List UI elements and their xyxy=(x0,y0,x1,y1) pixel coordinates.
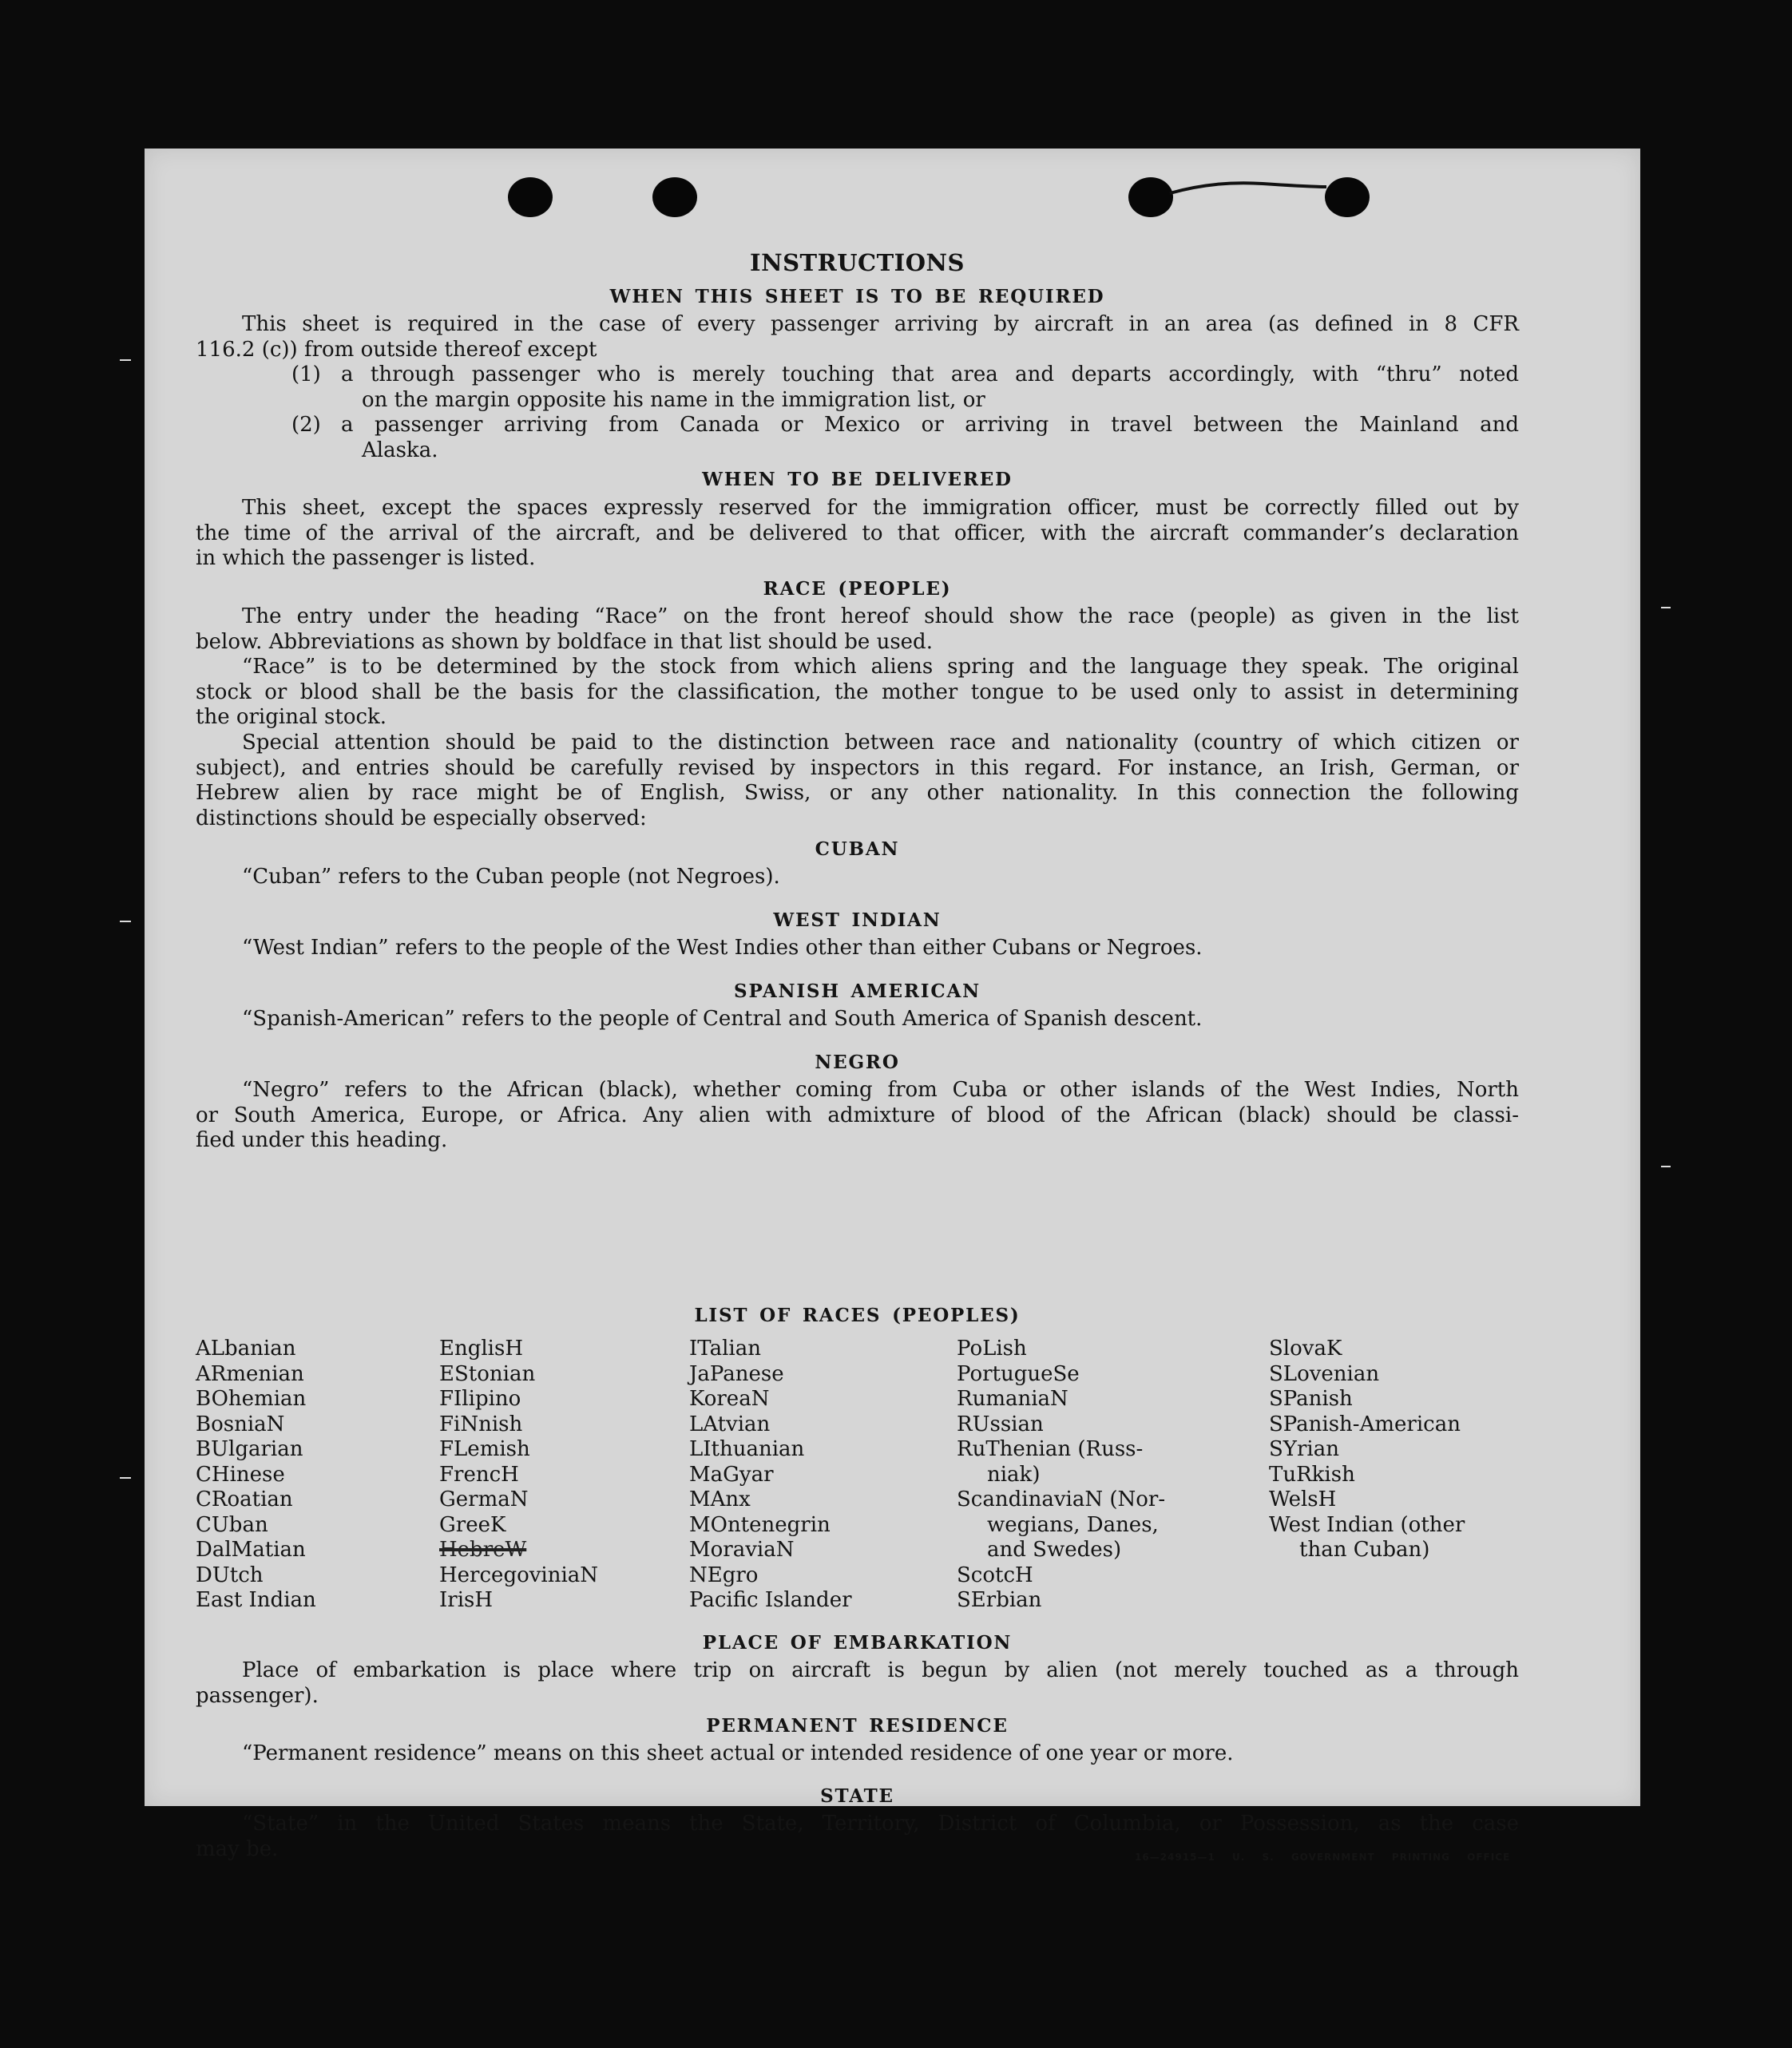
race-entry: TuRkish xyxy=(1269,1462,1355,1487)
race-entry: PoLish xyxy=(957,1337,1027,1361)
scan-edge-mark xyxy=(120,921,131,922)
race-entry: RuThenian (Russ- xyxy=(957,1437,1144,1461)
race-entry: MOntenegrin xyxy=(689,1512,831,1537)
punch-hole xyxy=(652,177,697,217)
race-paragraph-2 xyxy=(196,655,1519,731)
text-line: 116.2 (c)) from outside thereof except xyxy=(196,337,597,362)
scan-edge-mark xyxy=(120,359,131,361)
text-line: stock or blood shall be the basis for the classification, the mother tongue to be used only to assist in determining xyxy=(196,679,1519,704)
text-line: Alaska. xyxy=(362,438,438,462)
heading-race: RACE (PEOPLE) xyxy=(763,578,952,600)
race-column-5 xyxy=(1269,1337,1465,1563)
scan-edge-mark xyxy=(1661,607,1671,608)
text-line: on the margin opposite his name in the immigration list, or xyxy=(362,387,985,412)
race-entry: EnglisH xyxy=(439,1337,524,1361)
text-line: “State” in the United States means the State, Territory, District of Columbia, or Possession, as the case xyxy=(242,1812,1519,1836)
text-line: “Race” is to be determined by the stock from which aliens spring and the language they speak. The original xyxy=(242,655,1519,679)
race-entry: FiNnish xyxy=(439,1412,523,1436)
text-line: “Negro” refers to the African (black), whether coming from Cuba or other islands of the West Indies, North xyxy=(242,1078,1519,1102)
race-column-2 xyxy=(439,1337,598,1614)
heading-delivered: WHEN TO BE DELIVERED xyxy=(702,469,1013,490)
item-number: (2) xyxy=(291,413,321,437)
race-entry: ARmenian xyxy=(196,1361,304,1386)
race-entry-struck: HebreW xyxy=(439,1538,527,1562)
race-entry: RUssian xyxy=(957,1412,1044,1436)
race-entry: SPanish xyxy=(1269,1387,1353,1411)
heading-spanish-american: SPANISH AMERICAN xyxy=(734,980,981,1002)
punch-hole xyxy=(508,177,553,217)
cuban-paragraph xyxy=(196,865,1519,890)
race-entry: PortugueSe xyxy=(957,1361,1080,1386)
race-entry: HercegoviniaN xyxy=(439,1563,599,1587)
race-entry: SlovaK xyxy=(1269,1337,1342,1361)
race-entry: CHinese xyxy=(196,1462,285,1487)
heading-state: STATE xyxy=(820,1785,894,1807)
race-entry: NEgro xyxy=(689,1563,759,1587)
text-line: Hebrew alien by race might be of English, Swiss, or any other nationality. In this connection the following xyxy=(196,781,1519,805)
scan-edge-mark xyxy=(1661,1166,1671,1167)
race-entry: West Indian (other xyxy=(1269,1512,1465,1537)
text-line: distinctions should be especially observed: xyxy=(196,806,647,830)
race-entry: ITalian xyxy=(689,1337,761,1361)
text-line: “West Indian” refers to the people of the West Indies other than either Cubans or Negroes. xyxy=(242,936,1203,960)
item-number: (1) xyxy=(291,362,321,386)
race-entry: SPanish-American xyxy=(1269,1412,1461,1436)
race-entry: ALbanian xyxy=(196,1337,296,1361)
race-entry: LIthuanian xyxy=(689,1437,805,1461)
heading-list-of-races: LIST OF RACES (PEOPLES) xyxy=(694,1305,1021,1326)
race-entry: IrisH xyxy=(439,1588,494,1612)
text-line: “Cuban” refers to the Cuban people (not Negroes). xyxy=(242,865,780,889)
race-entry: GreeK xyxy=(439,1512,506,1537)
race-entry: ScandinaviaN (Nor- xyxy=(957,1487,1166,1511)
text-line: a passenger arriving from Canada or Mexico or arriving in travel between the Mainland and xyxy=(341,413,1519,437)
text-line: This sheet, except the spaces expressly reserved for the immigration officer, must be correctly filled out by xyxy=(242,496,1519,520)
heading-west-indian: WEST INDIAN xyxy=(773,909,942,931)
text-line: a through passenger who is merely touching that area and departs accordingly, with “thru” noted xyxy=(341,362,1519,386)
race-entry: WelsH xyxy=(1269,1487,1337,1511)
race-entry: RumaniaN xyxy=(957,1387,1068,1411)
heading-negro: NEGRO xyxy=(815,1052,900,1073)
text-line: The entry under the heading “Race” on the front hereof should show the race (people) as given in the list xyxy=(242,604,1519,628)
race-entry: MoraviaN xyxy=(689,1538,795,1562)
residence-paragraph xyxy=(196,1741,1519,1767)
heading-required: WHEN THIS SHEET IS TO BE REQUIRED xyxy=(609,286,1105,307)
race-entry: GermaN xyxy=(439,1487,529,1511)
text-line: Place of embarkation is place where trip on aircraft is begun by alien (not merely touched as a through xyxy=(242,1658,1519,1682)
text-line: passenger). xyxy=(196,1683,319,1708)
race-column-4 xyxy=(957,1337,1165,1614)
delivered-paragraph xyxy=(196,496,1519,572)
document-sheet xyxy=(145,149,1640,1863)
embarkation-paragraph xyxy=(196,1658,1519,1709)
race-entry: EStonian xyxy=(439,1361,536,1386)
race-entry: niak) xyxy=(987,1462,1041,1487)
text-line: below. Abbreviations as shown by boldface in that list should be used. xyxy=(196,629,933,654)
race-entry: SYrian xyxy=(1269,1437,1339,1461)
race-column-1 xyxy=(196,1337,316,1614)
race-entry: BUlgarian xyxy=(196,1437,303,1461)
heading-residence: PERMANENT RESIDENCE xyxy=(706,1715,1009,1737)
race-paragraph-1 xyxy=(196,604,1519,655)
heading-embarkation: PLACE OF EMBARKATION xyxy=(702,1632,1013,1654)
race-entry: BOhemian xyxy=(196,1387,307,1411)
race-entry: CRoatian xyxy=(196,1487,293,1511)
scan-edge-mark xyxy=(120,1477,131,1479)
list-item-1 xyxy=(291,362,1519,413)
race-entry: FLemish xyxy=(439,1437,530,1461)
race-entry: JaPanese xyxy=(689,1361,784,1386)
negro-paragraph xyxy=(196,1078,1519,1154)
race-column-3 xyxy=(689,1337,852,1614)
text-line: or South America, Europe, or Africa. Any alien with admixture of blood of the African (black) should be classi- xyxy=(196,1103,1519,1127)
race-entry: DalMatian xyxy=(196,1538,306,1562)
list-item-2 xyxy=(291,413,1519,463)
west-indian-paragraph xyxy=(196,936,1519,961)
race-entry: SErbian xyxy=(957,1588,1042,1612)
race-entry: MaGyar xyxy=(689,1462,774,1487)
race-entry: FrencH xyxy=(439,1462,519,1487)
race-entry: Pacific Islander xyxy=(689,1588,852,1612)
text-line: “Permanent residence” means on this sheet actual or intended residence of one year or more. xyxy=(242,1741,1234,1765)
text-line: fied under this heading. xyxy=(196,1128,448,1152)
text-line: This sheet is required in the case of every passenger arriving by aircraft in an area (as defined in 8 CFR xyxy=(242,312,1519,336)
race-entry: SLovenian xyxy=(1269,1361,1380,1386)
race-entry: LAtvian xyxy=(689,1412,771,1436)
required-intro xyxy=(196,312,1519,362)
race-entry: and Swedes) xyxy=(987,1538,1122,1562)
race-entry: DUtch xyxy=(196,1563,264,1587)
spanish-american-paragraph xyxy=(196,1007,1519,1032)
printer-imprint: 16—24915—1 U. S. GOVERNMENT PRINTING OFFICE xyxy=(1135,1852,1511,1863)
text-line: subject), and entries should be carefully revised by inspectors in this regard. For instance, an Irish, German, or xyxy=(196,755,1519,780)
text-line: “Spanish-American” refers to the people of Central and South America of Spanish descent. xyxy=(242,1007,1203,1031)
text-line: the time of the arrival of the aircraft, and be delivered to that officer, with the aircraft commander’s declaration xyxy=(196,521,1519,545)
race-entry: East Indian xyxy=(196,1588,316,1612)
race-entry: CUban xyxy=(196,1512,268,1537)
text-line: may be. xyxy=(196,1836,279,1861)
race-entry: BosniaN xyxy=(196,1412,285,1436)
race-entry: ScotcH xyxy=(957,1563,1033,1587)
text-line: in which the passenger is listed. xyxy=(196,546,536,570)
race-entry: KoreaN xyxy=(689,1387,770,1411)
heading-cuban: CUBAN xyxy=(815,838,900,860)
text-line: the original stock. xyxy=(196,705,387,729)
page-title: INSTRUCTIONS xyxy=(750,249,965,276)
race-entry: than Cuban) xyxy=(1299,1538,1430,1562)
pen-scribble xyxy=(1167,172,1334,204)
race-entry: MAnx xyxy=(689,1487,751,1511)
race-paragraph-3 xyxy=(196,731,1519,831)
race-entry: FIlipino xyxy=(439,1387,521,1411)
text-line: Special attention should be paid to the distinction between race and nationality (country of which citizen or xyxy=(242,731,1519,755)
race-entry: wegians, Danes, xyxy=(987,1512,1159,1537)
